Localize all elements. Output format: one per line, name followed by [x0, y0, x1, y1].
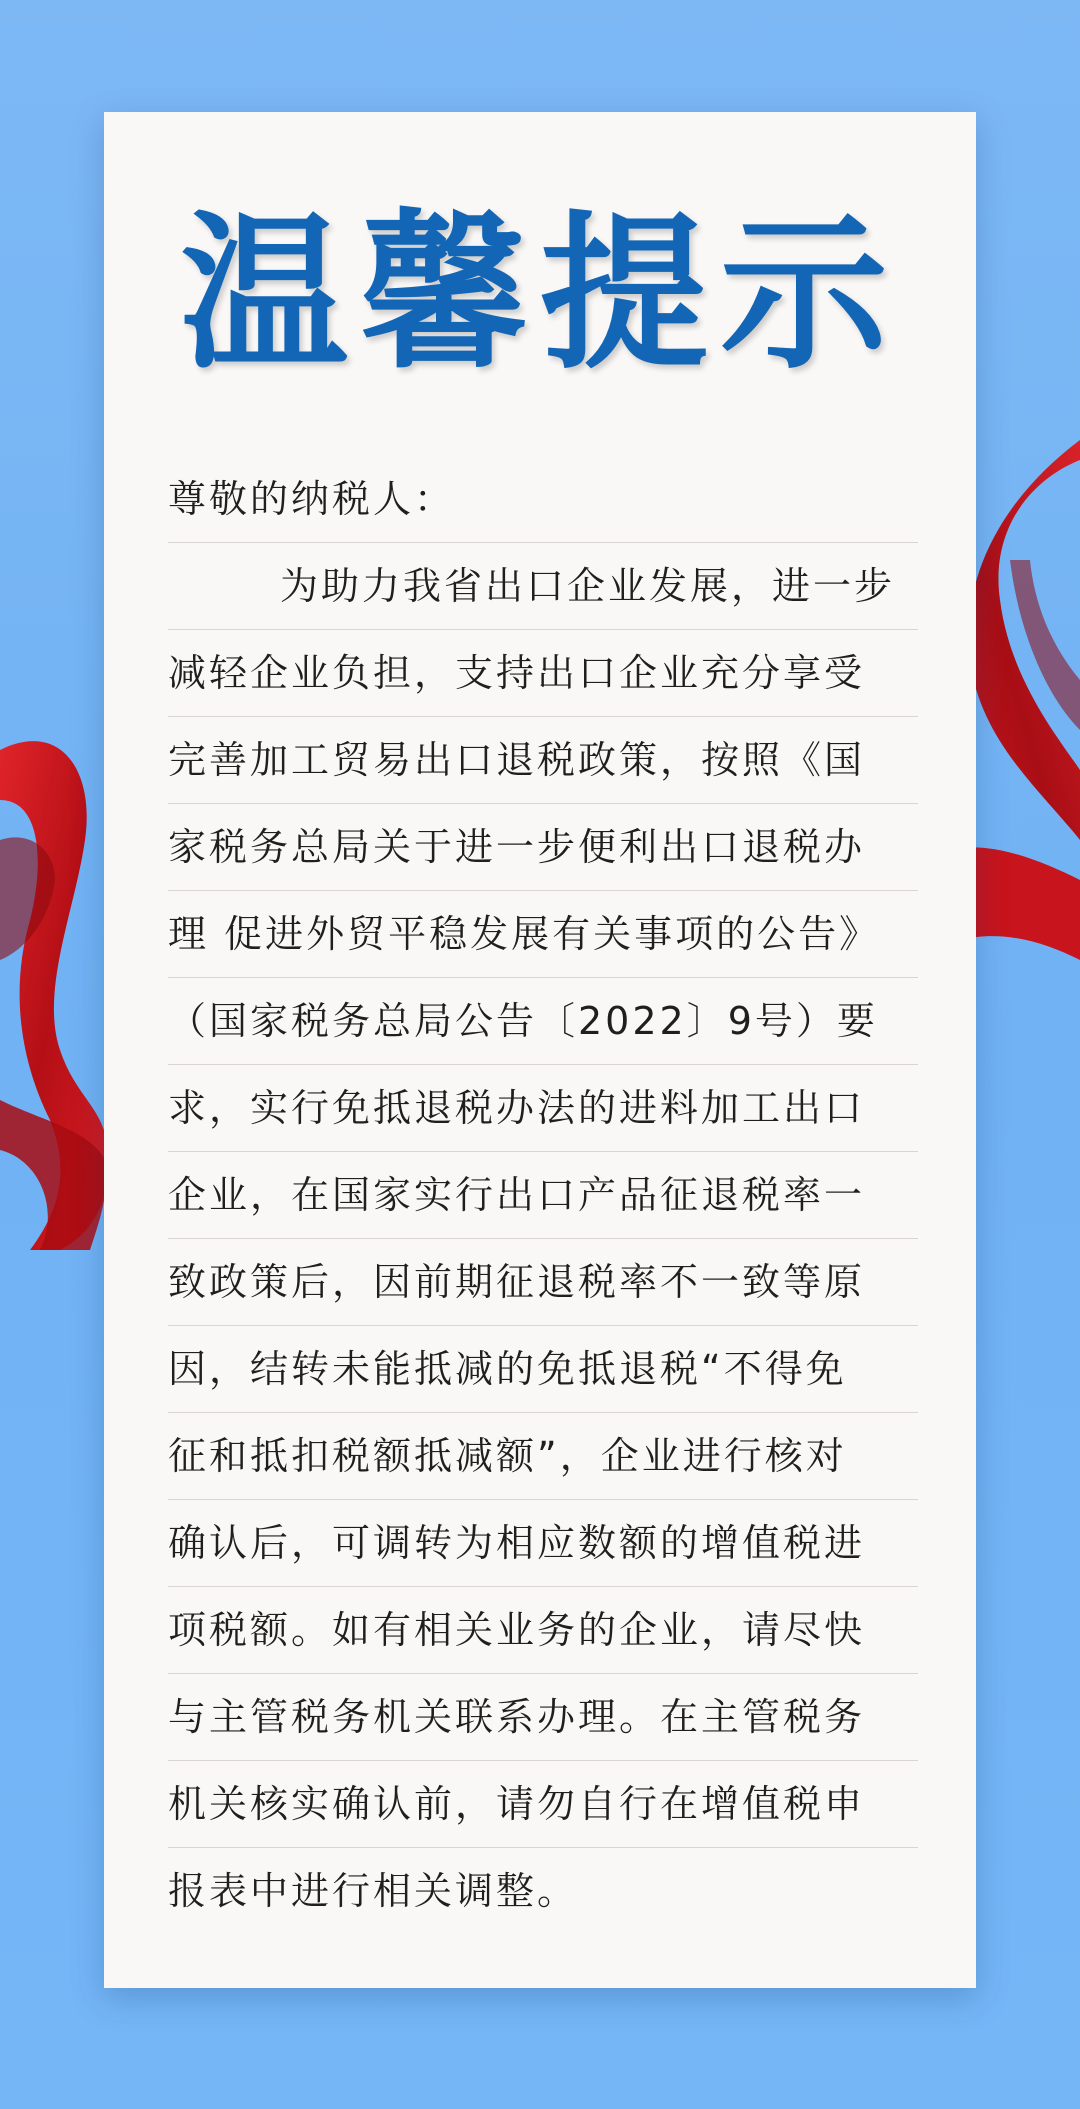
- body-line: 征和抵扣税额抵减额”，企业进行核对: [168, 1413, 918, 1500]
- notice-body: [168, 456, 918, 1934]
- body-line: 机关核实确认前，请勿自行在增值税申: [168, 1761, 918, 1848]
- notice-card: [104, 112, 976, 1988]
- body-line: 企业，在国家实行出口产品征退税率一: [168, 1152, 918, 1239]
- body-line: 与主管税务机关联系办理。在主管税务: [168, 1674, 918, 1761]
- body-line: 家税务总局关于进一步便利出口退税办: [168, 804, 918, 891]
- body-line: 减轻企业负担，支持出口企业充分享受: [168, 630, 918, 717]
- body-line: 确认后，可调转为相应数额的增值税进: [168, 1500, 918, 1587]
- body-line: 报表中进行相关调整。: [168, 1869, 579, 1913]
- poster-title: 温馨提示: [180, 196, 900, 392]
- body-line: （国家税务总局公告〔2022〕9号）要: [168, 978, 918, 1065]
- body-line: 致政策后，因前期征退税率不一致等原: [168, 1239, 918, 1326]
- body-line: 完善加工贸易出口退税政策，按照《国: [168, 717, 918, 804]
- body-line: 理 促进外贸平稳发展有关事项的公告》: [168, 891, 918, 978]
- body-line: 为助力我省出口企业发展，进一步: [168, 543, 918, 630]
- body-line: 项税额。如有相关业务的企业，请尽快: [168, 1587, 918, 1674]
- body-line: 因，结转未能抵减的免抵退税“不得免: [168, 1326, 918, 1413]
- salutation: 尊敬的纳税人：: [168, 456, 918, 543]
- body-line: 求，实行免抵退税办法的进料加工出口: [168, 1065, 918, 1152]
